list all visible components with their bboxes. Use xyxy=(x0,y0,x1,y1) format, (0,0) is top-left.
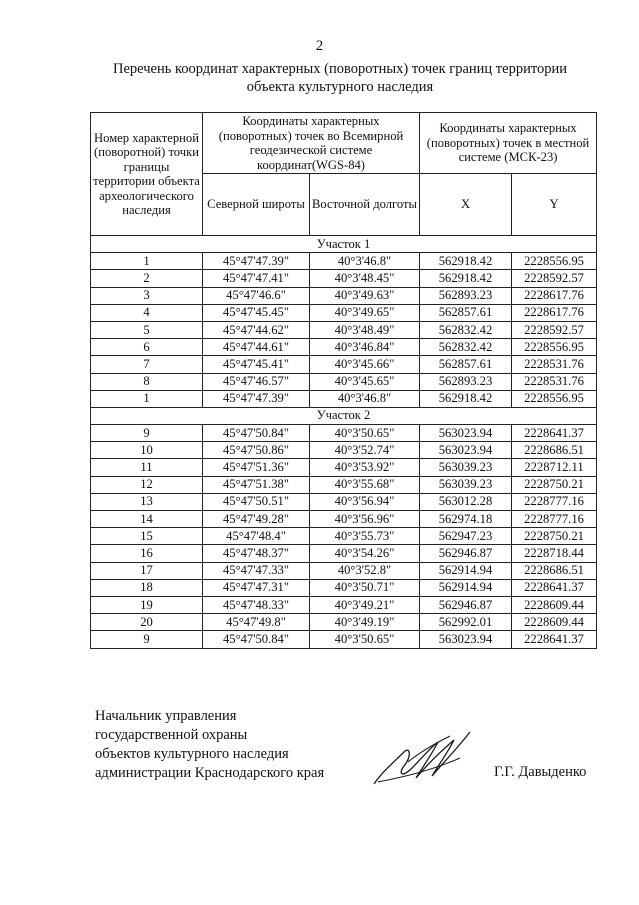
longitude-cell: 40°3'56.94" xyxy=(310,493,420,510)
y-cell: 2228531.76 xyxy=(512,356,597,373)
latitude-cell: 45°47'46.57" xyxy=(203,373,310,390)
point-number: 4 xyxy=(91,304,203,321)
header-x: X xyxy=(420,174,512,236)
y-cell: 2228592.57 xyxy=(512,270,597,287)
latitude-cell: 45°47'47.39" xyxy=(203,253,310,270)
x-cell: 563023.94 xyxy=(420,442,512,459)
table-row xyxy=(91,562,597,579)
x-cell: 562947.23 xyxy=(420,528,512,545)
point-number: 16 xyxy=(91,545,203,562)
signatory-position xyxy=(95,707,324,783)
x-cell: 562918.42 xyxy=(420,253,512,270)
header-longitude: Восточной долготы xyxy=(310,174,420,236)
header-msk23: Координаты характерных (поворотных) точек в местной системе (МСК-23) xyxy=(420,113,597,174)
coordinates-table xyxy=(90,112,597,649)
table-row xyxy=(91,425,597,442)
table-row xyxy=(91,356,597,373)
table-row xyxy=(91,614,597,631)
x-cell: 562832.42 xyxy=(420,321,512,338)
title-line-1: Перечень координат характерных (поворотных) точек границ территории xyxy=(112,61,568,77)
y-cell: 2228592.57 xyxy=(512,321,597,338)
point-number: 19 xyxy=(91,596,203,613)
y-cell: 2228531.76 xyxy=(512,373,597,390)
x-cell: 562857.61 xyxy=(420,356,512,373)
x-cell: 563023.94 xyxy=(420,631,512,648)
position-line-3: объектов культурного наследия xyxy=(95,746,289,762)
point-number: 12 xyxy=(91,476,203,493)
table-row xyxy=(91,373,597,390)
point-number: 5 xyxy=(91,321,203,338)
point-number: 1 xyxy=(91,390,203,407)
longitude-cell: 40°3'49.21" xyxy=(310,596,420,613)
longitude-cell: 40°3'46.84" xyxy=(310,339,420,356)
y-cell: 2228712.11 xyxy=(512,459,597,476)
latitude-cell: 45°47'50.84" xyxy=(203,425,310,442)
latitude-cell: 45°47'47.33" xyxy=(203,562,310,579)
longitude-cell: 40°3'49.63" xyxy=(310,287,420,304)
x-cell: 562914.94 xyxy=(420,579,512,596)
latitude-cell: 45°47'49.28" xyxy=(203,511,310,528)
point-number: 10 xyxy=(91,442,203,459)
longitude-cell: 40°3'55.73" xyxy=(310,528,420,545)
handwritten-signature xyxy=(368,722,478,792)
table-row xyxy=(91,321,597,338)
y-cell: 2228609.44 xyxy=(512,614,597,631)
point-number: 8 xyxy=(91,373,203,390)
latitude-cell: 45°47'48.4" xyxy=(203,528,310,545)
x-cell: 562893.23 xyxy=(420,373,512,390)
latitude-cell: 45°47'46.6" xyxy=(203,287,310,304)
y-cell: 2228750.21 xyxy=(512,476,597,493)
x-cell: 562992.01 xyxy=(420,614,512,631)
section-row xyxy=(91,407,597,424)
y-cell: 2228686.51 xyxy=(512,442,597,459)
table-row xyxy=(91,304,597,321)
y-cell: 2228617.76 xyxy=(512,287,597,304)
position-line-2: государственной охраны xyxy=(95,727,248,743)
longitude-cell: 40°3'45.65" xyxy=(310,373,420,390)
point-number: 9 xyxy=(91,631,203,648)
y-cell: 2228686.51 xyxy=(512,562,597,579)
x-cell: 562918.42 xyxy=(420,390,512,407)
point-number: 1 xyxy=(91,253,203,270)
y-cell: 2228718.44 xyxy=(512,545,597,562)
x-cell: 562893.23 xyxy=(420,287,512,304)
section-row xyxy=(91,236,597,253)
x-cell: 562974.18 xyxy=(420,511,512,528)
latitude-cell: 45°47'45.41" xyxy=(203,356,310,373)
x-cell: 562832.42 xyxy=(420,339,512,356)
header-latitude: Северной широты xyxy=(203,174,310,236)
y-cell: 2228556.95 xyxy=(512,253,597,270)
latitude-cell: 45°47'50.86" xyxy=(203,442,310,459)
y-cell: 2228641.37 xyxy=(512,631,597,648)
y-cell: 2228777.16 xyxy=(512,511,597,528)
latitude-cell: 45°47'50.51" xyxy=(203,493,310,510)
table-row xyxy=(91,390,597,407)
point-number: 9 xyxy=(91,425,203,442)
x-cell: 562946.87 xyxy=(420,545,512,562)
table-row xyxy=(91,253,597,270)
point-number: 20 xyxy=(91,614,203,631)
section-title: Участок 2 xyxy=(91,407,597,424)
table-row xyxy=(91,476,597,493)
latitude-cell: 45°47'48.33" xyxy=(203,596,310,613)
table-row xyxy=(91,442,597,459)
y-cell: 2228750.21 xyxy=(512,528,597,545)
table-row xyxy=(91,287,597,304)
y-cell: 2228641.37 xyxy=(512,579,597,596)
point-number: 15 xyxy=(91,528,203,545)
table-row xyxy=(91,339,597,356)
point-number: 3 xyxy=(91,287,203,304)
x-cell: 563039.23 xyxy=(420,476,512,493)
longitude-cell: 40°3'56.96" xyxy=(310,511,420,528)
x-cell: 562918.42 xyxy=(420,270,512,287)
table-row xyxy=(91,459,597,476)
position-line-1: Начальник управления xyxy=(95,708,237,724)
y-cell: 2228617.76 xyxy=(512,304,597,321)
longitude-cell: 40°3'46.8" xyxy=(310,253,420,270)
longitude-cell: 40°3'55.68" xyxy=(310,476,420,493)
latitude-cell: 45°47'44.61" xyxy=(203,339,310,356)
point-number: 7 xyxy=(91,356,203,373)
x-cell: 563023.94 xyxy=(420,425,512,442)
section-title: Участок 1 xyxy=(91,236,597,253)
x-cell: 563012.28 xyxy=(420,493,512,510)
longitude-cell: 40°3'52.74" xyxy=(310,442,420,459)
table-row xyxy=(91,596,597,613)
y-cell: 2228609.44 xyxy=(512,596,597,613)
longitude-cell: 40°3'48.49" xyxy=(310,321,420,338)
latitude-cell: 45°47'49.8" xyxy=(203,614,310,631)
table-row xyxy=(91,511,597,528)
table-row xyxy=(91,493,597,510)
latitude-cell: 45°47'45.45" xyxy=(203,304,310,321)
y-cell: 2228556.95 xyxy=(512,339,597,356)
point-number: 18 xyxy=(91,579,203,596)
header-point-number: Номер характерной (поворотной) точки границы территории объекта археологического наследия xyxy=(91,113,203,236)
table-body xyxy=(91,236,597,649)
latitude-cell: 45°47'47.39" xyxy=(203,390,310,407)
longitude-cell: 40°3'46.8" xyxy=(310,390,420,407)
point-number: 6 xyxy=(91,339,203,356)
longitude-cell: 40°3'50.71" xyxy=(310,579,420,596)
table-row xyxy=(91,528,597,545)
longitude-cell: 40°3'50.65" xyxy=(310,631,420,648)
position-line-4: администрации Краснодарского края xyxy=(95,765,325,781)
longitude-cell: 40°3'53.92" xyxy=(310,459,420,476)
table-row xyxy=(91,579,597,596)
point-number: 2 xyxy=(91,270,203,287)
longitude-cell: 40°3'48.45" xyxy=(310,270,420,287)
longitude-cell: 40°3'50.65" xyxy=(310,425,420,442)
latitude-cell: 45°47'50.84" xyxy=(203,631,310,648)
longitude-cell: 40°3'45.66" xyxy=(310,356,420,373)
x-cell: 562914.94 xyxy=(420,562,512,579)
header-y: Y xyxy=(512,174,597,236)
latitude-cell: 45°47'47.41" xyxy=(203,270,310,287)
latitude-cell: 45°47'51.38" xyxy=(203,476,310,493)
latitude-cell: 45°47'47.31" xyxy=(203,579,310,596)
y-cell: 2228777.16 xyxy=(512,493,597,510)
latitude-cell: 45°47'44.62" xyxy=(203,321,310,338)
longitude-cell: 40°3'49.65" xyxy=(310,304,420,321)
longitude-cell: 40°3'49.19" xyxy=(310,614,420,631)
point-number: 14 xyxy=(91,511,203,528)
signatory-name: Г.Г. Давыденко xyxy=(494,764,587,780)
x-cell: 563039.23 xyxy=(420,459,512,476)
x-cell: 562857.61 xyxy=(420,304,512,321)
y-cell: 2228556.95 xyxy=(512,390,597,407)
longitude-cell: 40°3'52.8" xyxy=(310,562,420,579)
point-number: 17 xyxy=(91,562,203,579)
longitude-cell: 40°3'54.26" xyxy=(310,545,420,562)
header-wgs84: Координаты характерных (поворотных) точек во Всемирной геодезической системе координат(WGS-84) xyxy=(203,113,420,174)
title-line-2: объекта культурного наследия xyxy=(246,79,434,95)
x-cell: 562946.87 xyxy=(420,596,512,613)
point-number: 11 xyxy=(91,459,203,476)
table-row xyxy=(91,270,597,287)
document-title xyxy=(40,60,639,96)
latitude-cell: 45°47'51.36" xyxy=(203,459,310,476)
table-row xyxy=(91,545,597,562)
point-number: 13 xyxy=(91,493,203,510)
latitude-cell: 45°47'48.37" xyxy=(203,545,310,562)
page-number: 2 xyxy=(315,38,324,54)
table-row xyxy=(91,631,597,648)
y-cell: 2228641.37 xyxy=(512,425,597,442)
